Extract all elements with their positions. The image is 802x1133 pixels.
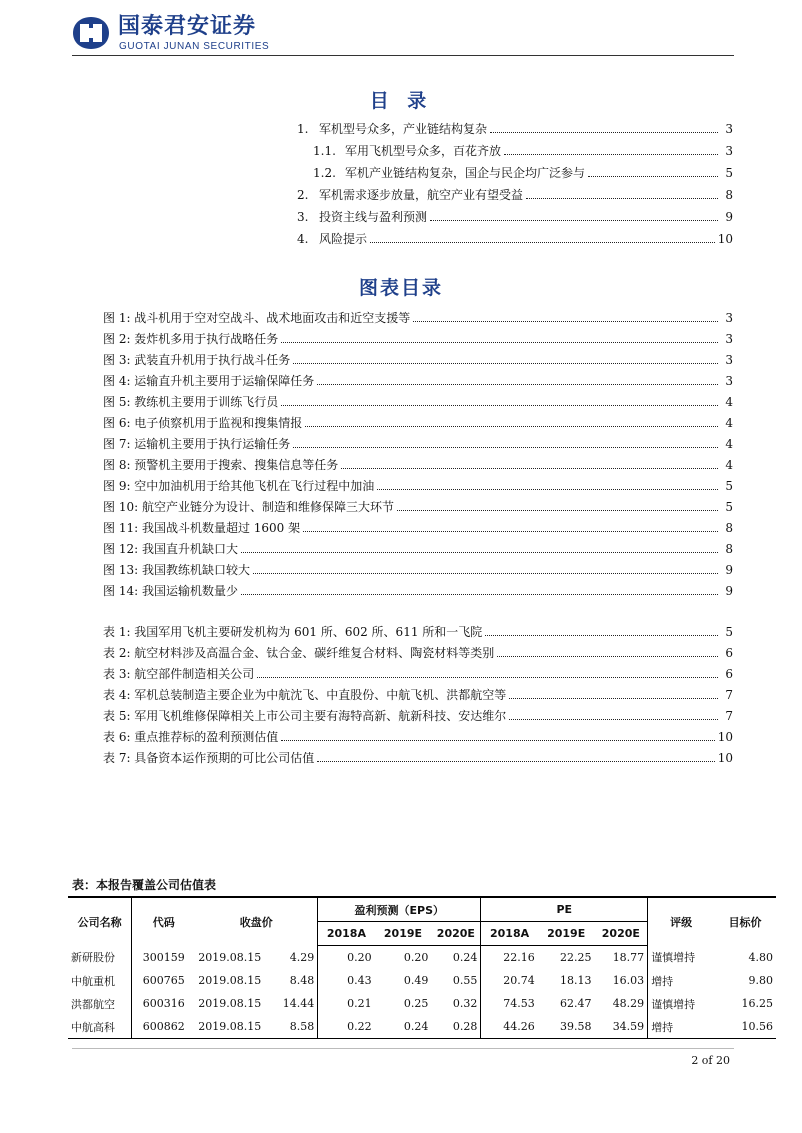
header-pe-2020e: 2020E [595,922,648,946]
cell-eps-2019e: 0.24 [375,1015,432,1039]
cell-pe-2020e: 48.29 [595,992,648,1015]
toc-item-number: 1. [297,122,309,136]
cell-rating: 增持 [651,974,674,988]
cell-code: 600765 [142,974,185,987]
toc-leader-dots [588,163,718,177]
table-item-label: 表 6: 重点推荐标的盈利预测估值 [103,730,279,744]
table-item-page: 6 [725,646,733,660]
cell-eps-2018a: 0.22 [318,1015,375,1039]
figure-item-label: 图 12: 我国直升机缺口大 [103,542,238,556]
cell-company: 新研股份 [68,946,132,970]
cell-company: 中航重机 [68,969,132,992]
cell-eps-2019e: 0.25 [403,997,429,1010]
cell-eps-2020e: 0.28 [431,1015,481,1039]
cell-target: 4.80 [748,950,773,964]
table-item-page: 5 [725,625,733,639]
toc-item-page: 9 [725,210,733,224]
toc-item-number: 1.2. [313,166,336,180]
toc-item[interactable] [313,163,733,183]
figure-item-page: 3 [725,332,733,346]
figure-leader-dots [241,581,718,595]
figure-list-item[interactable] [103,560,733,580]
table-item-page: 7 [725,688,733,702]
figure-item-label: 图 14: 我国运输机数量少 [103,584,238,598]
header-eps-2018a: 2018A [318,922,375,946]
table-leader-dots [497,643,718,657]
cell-date: 2019.08.15 [198,950,262,964]
figure-list-item[interactable] [103,434,733,454]
toc-item[interactable] [297,185,733,205]
figure-list-item[interactable] [103,518,733,538]
cell-pe-2020e: 16.03 [595,969,648,992]
header-code: 代码 [152,915,175,929]
table-list-item[interactable] [103,622,733,642]
cell-pe-2020e: 34.59 [595,1015,648,1039]
cell-pe-2018a: 22.16 [503,951,535,964]
figure-leader-dots [253,560,718,574]
table-list-item[interactable] [103,685,733,705]
cell-eps-2018a: 0.43 [347,974,372,987]
cell-date: 2019.08.15 [195,1015,264,1039]
toc-item[interactable] [297,229,733,249]
toc-item[interactable] [297,207,733,227]
toc-title: 目 录 [369,90,433,112]
figure-item-page: 5 [725,479,733,493]
figure-list-item[interactable] [103,371,733,391]
toc-item-number: 2. [297,188,309,202]
figure-leader-dots [281,392,718,406]
toc-item-label: 军机产业链结构复杂，国企与民企均广泛参与 [345,166,586,180]
cell-rating: 增持 [648,1015,714,1039]
cell-pe-2019e: 62.47 [560,997,592,1010]
figure-item-page: 3 [725,311,733,325]
valuation-table-title: 表：本报告覆盖公司估值表 [72,878,217,892]
table-item-label: 表 7: 具备资本运作预期的可比公司估值 [103,751,315,765]
toc-item-page: 3 [725,122,733,136]
figure-list-item[interactable] [103,329,733,349]
table-item-page: 10 [717,751,733,765]
cell-eps-2019e: 0.49 [403,974,429,987]
figure-item-page: 3 [725,374,733,388]
header-eps-2020e: 2020E [431,922,481,946]
table-leader-dots [257,664,718,678]
cell-eps-2020e: 0.32 [431,992,481,1015]
table-row [68,1015,776,1039]
figure-item-page: 4 [725,416,733,430]
cell-company: 洪都航空 [68,992,132,1015]
figure-leader-dots [241,539,718,553]
toc-item-number: 3. [297,210,309,224]
figure-list-item[interactable] [103,497,733,517]
table-leader-dots [317,748,714,762]
figure-item-label: 图 4: 运输直升机主要用于运输保障任务 [103,374,315,388]
header-pe: PE [481,898,648,922]
cell-code: 600862 [132,1015,196,1039]
table-item-label: 表 2: 航空材料涉及高温合金、钛合金、碳纤维复合材料、陶瓷材料等类别 [103,646,495,660]
table-leader-dots [509,706,718,720]
figure-list-title: 图表目录 [358,277,443,299]
table-item-label: 表 4: 军机总装制造主要企业为中航沈飞、中直股份、中航飞机、洪都航空等 [103,688,507,702]
header-eps: 盈利预测（EPS） [318,898,481,922]
cell-code: 600316 [142,997,185,1010]
header-pe-2018a: 2018A [481,922,538,946]
toc-item-label: 投资主线与盈利预测 [319,210,428,224]
toc-item-page: 8 [725,188,733,202]
table-leader-dots [485,622,718,636]
toc-item[interactable] [297,119,733,139]
figure-item-page: 8 [725,542,733,556]
cell-eps-2018a: 0.21 [347,997,372,1010]
figure-item-label: 图 13: 我国教练机缺口较大 [103,563,250,577]
table-row [68,992,776,1015]
toc-item-page: 5 [725,166,733,180]
toc-item-number: 4. [297,232,309,246]
toc-item-page: 10 [717,232,733,246]
header-close: 收盘价 [195,898,317,946]
cell-pe-2018a: 74.53 [503,997,535,1010]
table-item-label: 表 1: 我国军用飞机主要研发机构为 601 所、602 所、611 所和一飞院 [103,625,483,639]
table-item-label: 表 5: 军用飞机维修保障相关上市公司主要有海特高新、航新科技、安达维尔 [103,709,507,723]
header-rating: 评级 [670,915,693,929]
figure-leader-dots [303,518,718,532]
figure-leader-dots [413,308,718,322]
toc-item-label: 军机需求逐步放量，航空产业有望受益 [319,188,524,202]
figure-list-item[interactable] [103,308,733,328]
figure-item-page: 4 [725,458,733,472]
figure-list-item[interactable] [103,476,733,496]
cell-pe-2019e: 39.58 [538,1015,595,1039]
company-name-cn: 国泰君安证券 [118,14,257,39]
figure-item-page: 4 [725,437,733,451]
cell-target: 10.56 [714,1015,776,1039]
company-logo-icon [72,16,110,50]
footer-divider [72,1048,734,1049]
figure-item-label: 图 5: 教练机主要用于训练飞行员 [103,395,279,409]
report-header [72,14,742,54]
figure-item-label: 图 7: 运输机主要用于执行运输任务 [103,437,291,451]
cell-eps-2018a: 0.20 [347,951,372,964]
table-list-item[interactable] [103,727,733,747]
header-target: 目标价 [728,915,762,929]
table-row [68,946,776,970]
figure-list-item[interactable] [103,455,733,475]
figure-item-label: 图 10: 航空产业链分为设计、制造和维修保障三大环节 [103,500,394,514]
cell-pe-2018a: 20.74 [503,974,535,987]
table-item-page: 10 [717,730,733,744]
figure-item-label: 图 8: 预警机主要用于搜索、搜集信息等任务 [103,458,339,472]
table-header-row [68,898,776,922]
figure-item-label: 图 9: 空中加油机用于给其他飞机在飞行过程中加油 [103,479,375,493]
cell-eps-2020e: 0.24 [431,946,481,970]
table-item-label: 表 3: 航空部件制造相关公司 [103,667,255,681]
cell-price: 8.48 [264,969,317,992]
figure-list-item[interactable] [103,581,733,601]
toc-item-page: 3 [725,144,733,158]
toc-item-label: 军用飞机型号众多，百花齐放 [345,144,502,158]
cell-pe-2020e: 18.77 [595,946,648,970]
table-list-item[interactable] [103,664,733,684]
cell-pe-2019e: 22.25 [560,951,592,964]
toc-item-number: 1.1. [313,144,336,158]
header-company: 公司名称 [68,898,132,946]
cell-target: 9.80 [748,974,773,987]
figure-list-item[interactable] [103,392,733,412]
cell-eps-2019e: 0.20 [403,951,429,964]
cell-date: 2019.08.15 [198,997,262,1010]
figure-item-page: 9 [725,563,733,577]
cell-company: 中航高科 [68,1015,132,1039]
figure-item-label: 图 2: 轰炸机多用于执行战略任务 [103,332,279,346]
table-row [68,969,776,992]
figure-leader-dots [397,497,718,511]
cell-eps-2020e: 0.55 [431,969,481,992]
valuation-table [68,898,776,1039]
toc-leader-dots [370,229,715,243]
cell-rating: 谨慎增持 [651,997,696,1011]
table-list-item[interactable] [103,643,733,663]
company-name-en: GUOTAI JUNAN SECURITIES [119,41,270,52]
page-number: 2 of 20 [691,1054,730,1067]
table-leader-dots [509,685,718,699]
figure-item-page: 8 [725,521,733,535]
figure-item-page: 9 [725,584,733,598]
toc-item-label: 军机型号众多，产业链结构复杂 [319,122,488,136]
figure-leader-dots [293,350,718,364]
table-list-item[interactable] [103,706,733,726]
figure-item-page: 3 [725,353,733,367]
figure-leader-dots [377,476,718,490]
cell-rating: 谨慎增持 [651,951,696,965]
figure-leader-dots [341,455,718,469]
figure-leader-dots [281,329,718,343]
table-list-item[interactable] [103,748,733,768]
cell-pe-2018a: 44.26 [481,1015,538,1039]
figure-list-item[interactable] [103,539,733,559]
toc-leader-dots [504,141,718,155]
figure-list-item[interactable] [103,413,733,433]
header-eps-2019e: 2019E [375,922,432,946]
figure-leader-dots [317,371,718,385]
figure-item-page: 5 [725,500,733,514]
toc-leader-dots [490,119,718,133]
figure-list-item[interactable] [103,350,733,370]
cell-price: 8.58 [264,1015,317,1039]
toc-item[interactable] [313,141,733,161]
figure-item-label: 图 11: 我国战斗机数量超过 1600 架 [103,521,301,535]
cell-target: 16.25 [741,997,773,1010]
figure-leader-dots [305,413,718,427]
header-pe-2019e: 2019E [538,922,595,946]
toc-leader-dots [526,185,718,199]
figure-leader-dots [293,434,718,448]
figure-item-label: 图 1: 战斗机用于空对空战斗、战术地面攻击和近空支援等 [103,311,411,325]
toc-leader-dots [430,207,718,221]
figure-item-page: 4 [725,395,733,409]
table-leader-dots [281,727,714,741]
cell-pe-2019e: 18.13 [560,974,592,987]
figure-item-label: 图 6: 电子侦察机用于监视和搜集情报 [103,416,303,430]
cell-code: 300159 [142,950,185,964]
header-divider [72,55,734,56]
table-item-page: 7 [725,709,733,723]
table-item-page: 6 [725,667,733,681]
cell-date: 2019.08.15 [198,974,262,987]
figure-item-label: 图 3: 武装直升机用于执行战斗任务 [103,353,291,367]
cell-price: 4.29 [264,946,317,970]
toc-item-label: 风险提示 [319,232,368,246]
cell-price: 14.44 [264,992,317,1015]
